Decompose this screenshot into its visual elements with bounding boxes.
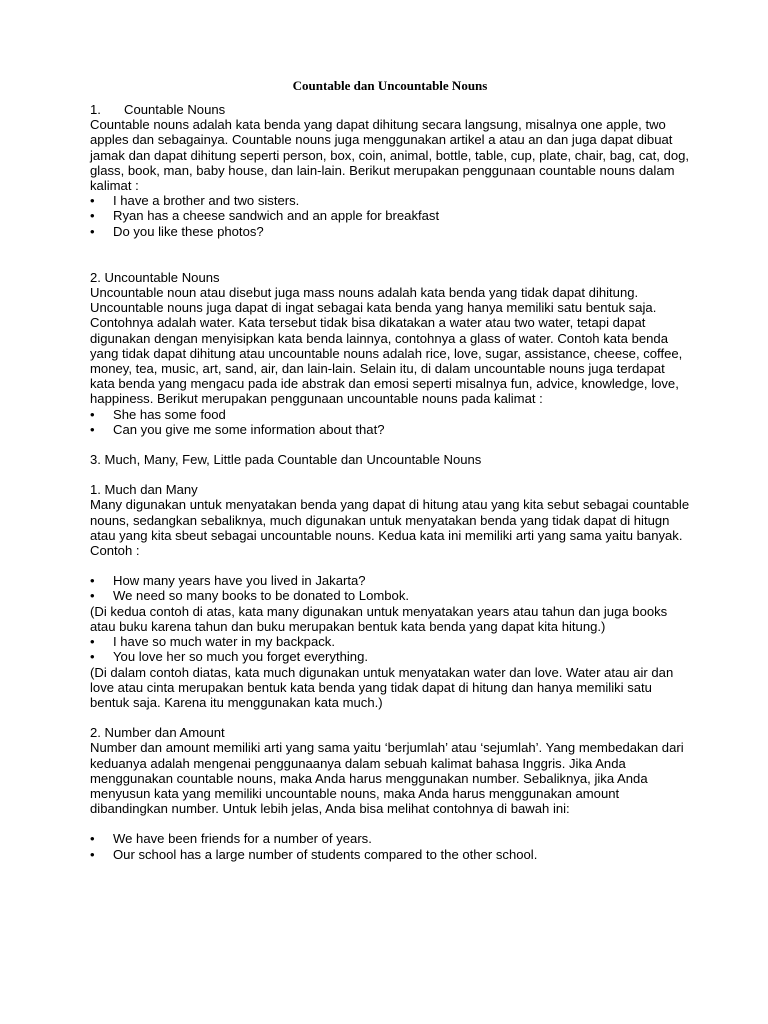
section-2-heading: 2. Uncountable Nouns xyxy=(90,269,220,285)
subsection-2-heading: 2. Number dan Amount xyxy=(90,725,225,741)
subsection-2-bullet-list xyxy=(90,831,690,861)
bullet-item: • Do you like these photos? xyxy=(90,224,690,239)
bullet-item: • I have so much water in my backpack. xyxy=(90,634,690,649)
spacer xyxy=(90,467,690,482)
subsection-1-heading: 1. Much dan Many xyxy=(90,482,198,498)
section-1-heading xyxy=(90,102,690,117)
bullet-item: • How many years have you lived in Jakarta? xyxy=(90,573,690,588)
subsection-2-paragraph: Number dan amount memiliki arti yang sama yaitu ‘berjumlah’ atau ‘sejumlah’. Yang membedakan dari keduanya adalah mengenai penggunaanya dalam sebuah kalimat bahasa Inggris. Jika Anda menggunakan countable nouns, maka Anda harus menggunakan number. Sebaliknya, jika Anda menyusun kata yang memiliki uncountable nouns, maka Anda harus menggunakan amount dibandingkan number. Untuk lebih jelas, Anda bisa melihat contohnya di bawah ini: xyxy=(90,740,684,817)
spacer xyxy=(90,558,690,573)
bullet-item: • You love her so much you forget everything. xyxy=(90,649,690,664)
bullet-item: • I have a brother and two sisters. xyxy=(90,193,690,208)
section-2-paragraph: Uncountable noun atau disebut juga mass nouns adalah kata benda yang tidak dapat dihitung. Uncountable nouns juga dapat di ingat sebagai kata benda yang hanya memiliki satu bentuk saja. Contohnya adalah water. Kata tersebut tidak bisa dikatakan a water atau two water, tetapi dapat digunakan dengan menyisipkan kata benda lainnya, contohnya a glass of water. Contoh kata benda yang tidak dapat dihitung atau uncountable nouns adalah rice, love, sugar, assistance, cheese, coffee, money, tea, music, art, sand, air, dan lain-lain. Selain itu, di dalam uncountable nouns juga terdapat kata benda yang mengacu pada ide abstrak dan emosi seperti misalnya fun, advice, knowledge, love, happiness. Berikut merupakan penggunaan uncountable nouns pada kalimat : xyxy=(90,285,683,407)
subsection-1-note-a: (Di kedua contoh di atas, kata many digunakan untuk menyatakan years atau tahun dan juga books atau buku karena tahun dan buku merupakan bentuk kata benda yang dapat kita hitung.) xyxy=(90,603,668,634)
section-1-title: Countable Nouns xyxy=(124,102,226,117)
section-2-bullet-list xyxy=(90,407,690,437)
document-title: Countable dan Uncountable Nouns xyxy=(292,78,488,93)
section-1-paragraph: Countable nouns adalah kata benda yang dapat dihitung secara langsung, misalnya one apple, two apples dan sebagainya. Countable nouns juga menggunakan artikel a atau an dan juga dapat dibuat jamak dan dapat dihitung seperti person, box, coin, animal, bottle, table, cup, plate, chair, bag, cat, dog, glass, book, man, baby house, dan lain-lain. Berikut merupakan penggunaan countable nouns dalam kalimat : xyxy=(90,117,690,194)
subsection-1-note-b: (Di dalam contoh diatas, kata much digunakan untuk menyatakan water dan love. Water atau air dan love atau cinta merupakan bentuk kata benda yang tidak dapat di hitung dan hanya memiliki satu bentuk saja. Karena itu menggunakan kata much.) xyxy=(90,664,674,710)
spacer xyxy=(90,437,690,452)
bullet-item: • Ryan has a cheese sandwich and an apple for breakfast xyxy=(90,208,690,223)
bullet-item: • Our school has a large number of students compared to the other school. xyxy=(90,847,690,862)
section-1-number: 1. xyxy=(90,102,101,117)
spacer xyxy=(90,816,690,831)
section-3-heading: 3. Much, Many, Few, Little pada Countable dan Uncountable Nouns xyxy=(90,452,482,468)
spacer xyxy=(90,710,690,725)
bullet-item: • She has some food xyxy=(90,407,690,422)
bullet-item: • We need so many books to be donated to Lombok. xyxy=(90,588,690,603)
subsection-1-bullet-list-b xyxy=(90,634,690,664)
bullet-item: • Can you give me some information about that? xyxy=(90,422,690,437)
subsection-1-paragraph: Many digunakan untuk menyatakan benda yang dapat di hitung atau yang kita sebut sebagai countable nouns, sedangkan sebaliknya, much digunakan untuk menyatakan benda yang tidak dapat di hitugn atau yang kita sbeut sebagai uncountable nouns. Kedua kata ini memiliki arti yang sama yaitu banyak. Contoh : xyxy=(90,497,690,559)
subsection-1-bullet-list-a xyxy=(90,573,690,603)
bullet-item: • We have been friends for a number of years. xyxy=(90,831,690,846)
document-page xyxy=(90,78,690,862)
spacer xyxy=(90,239,690,270)
section-1-bullet-list xyxy=(90,193,690,239)
